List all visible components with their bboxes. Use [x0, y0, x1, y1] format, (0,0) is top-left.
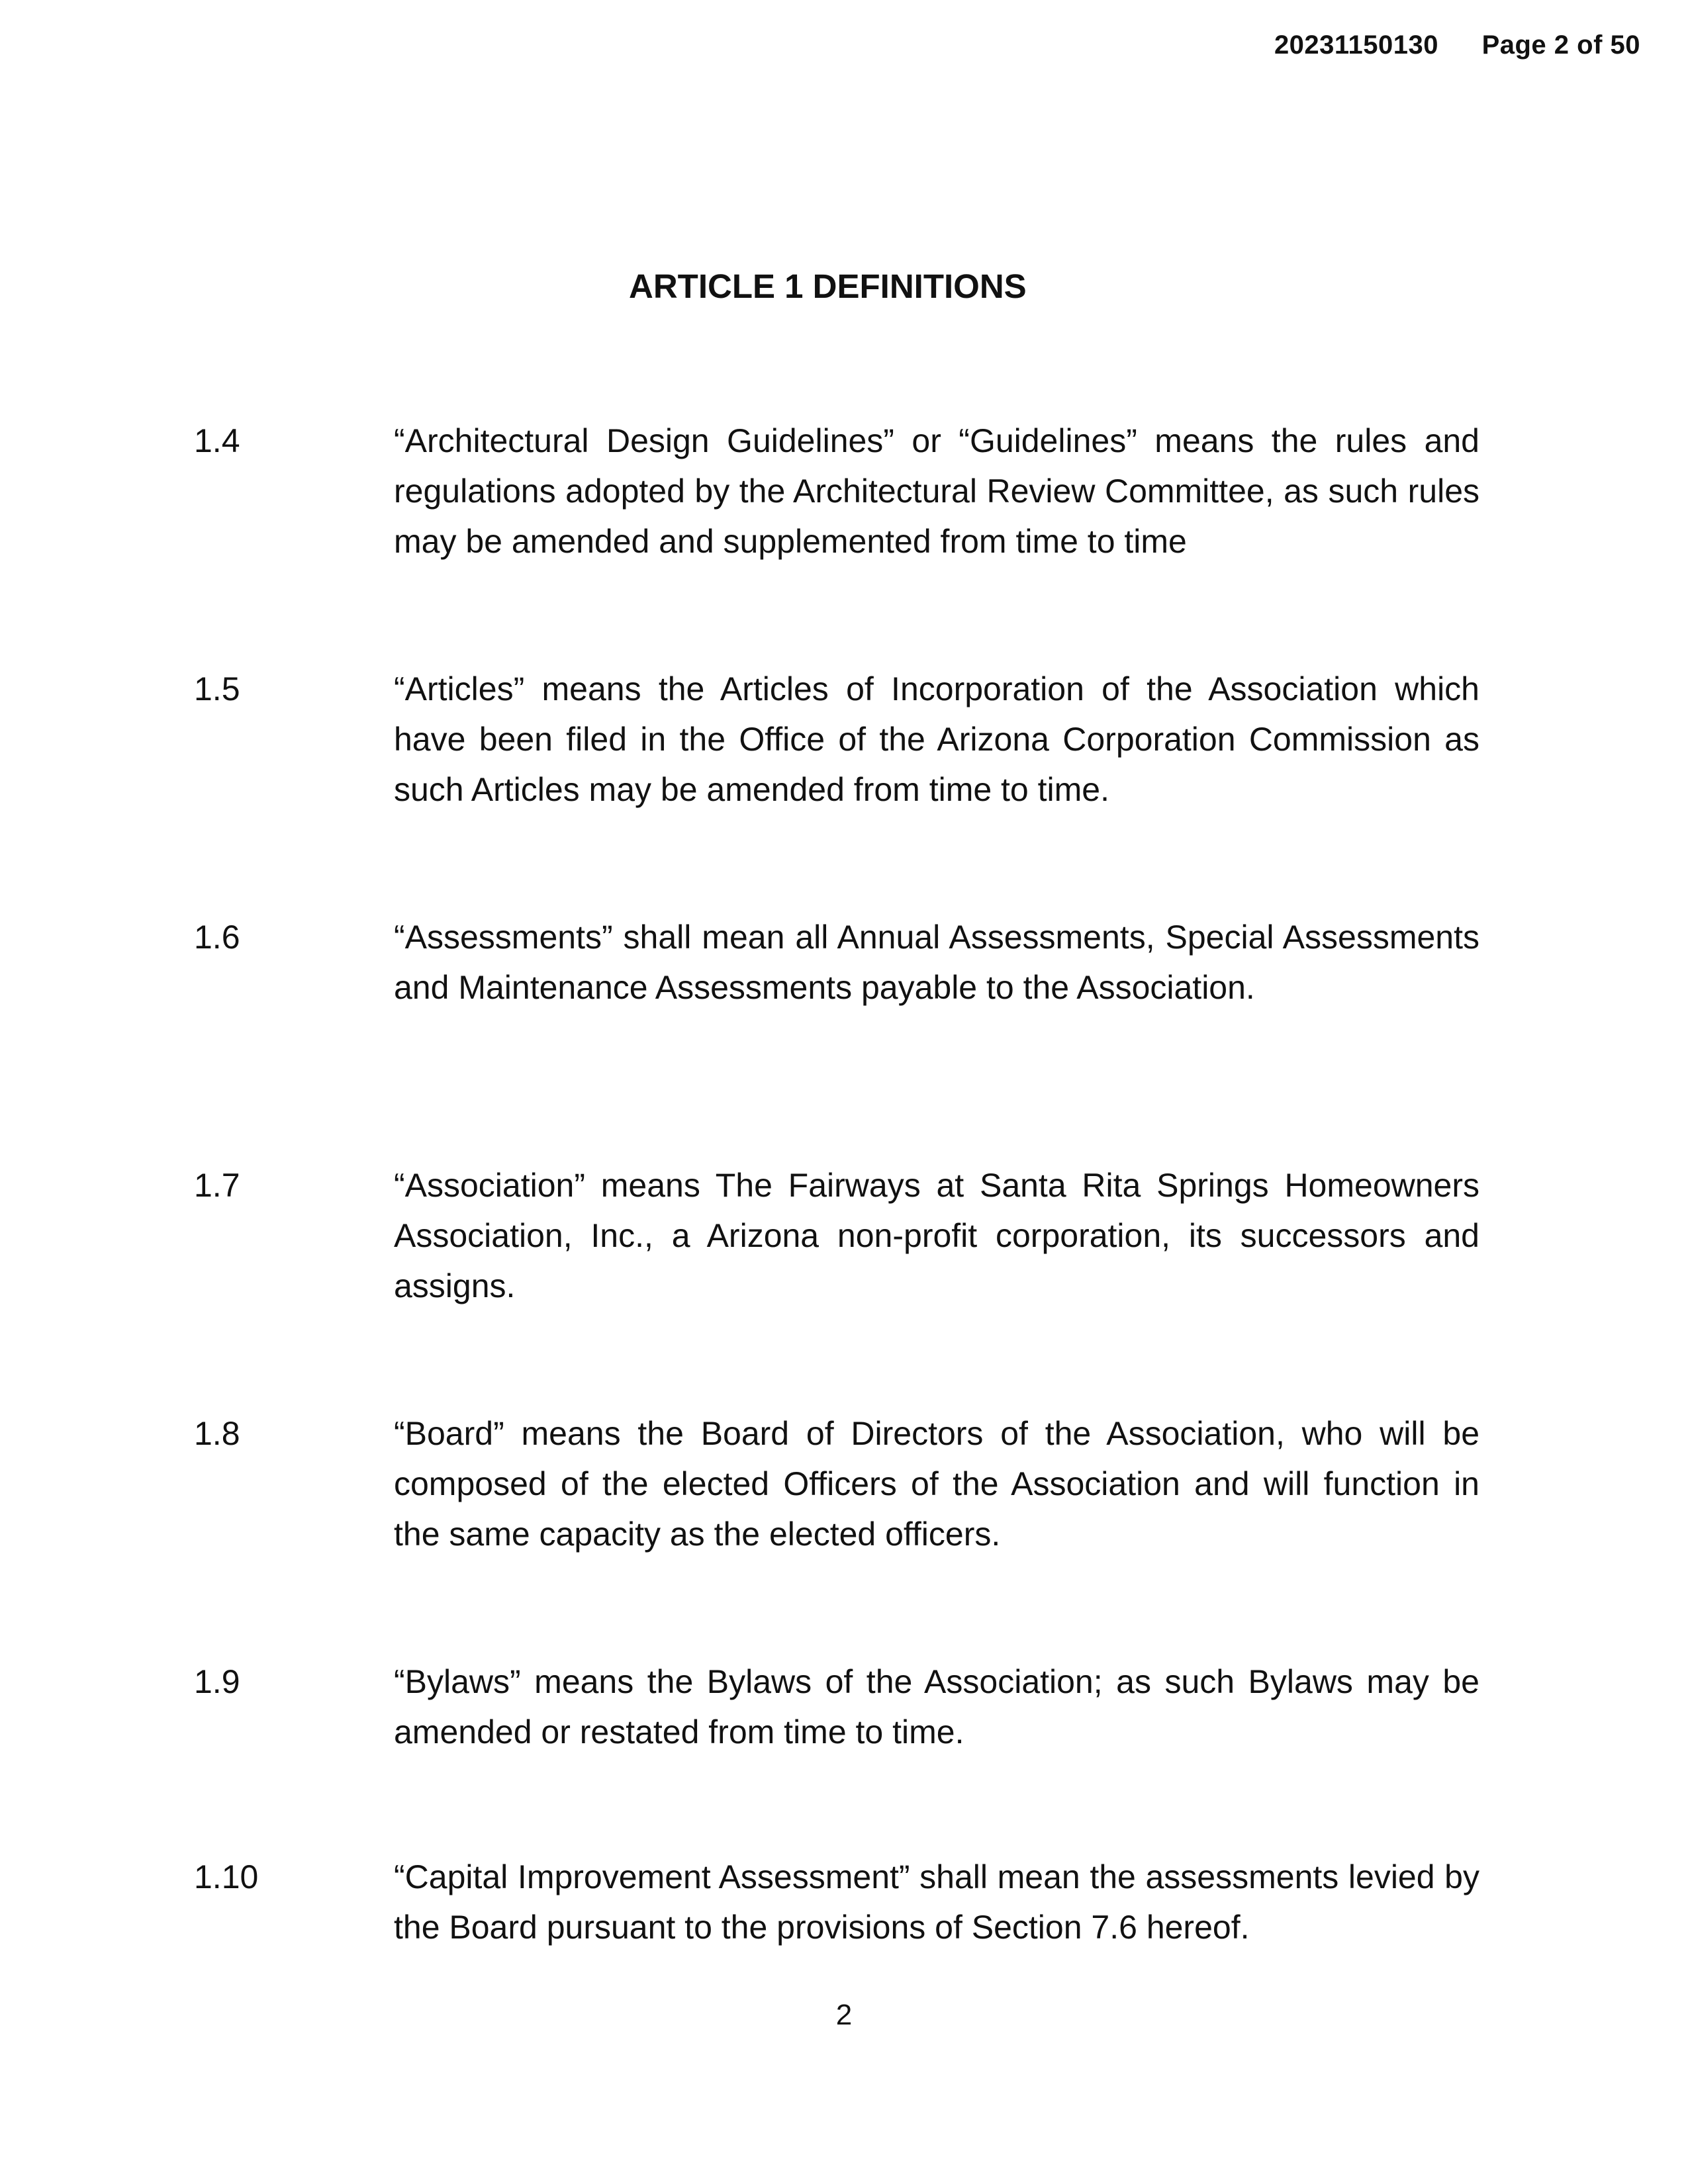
page-count-label: Page 2 of 50 — [1481, 30, 1640, 60]
definition-text: “Architectural Design Guidelines” or “Guidelines” means the rules and regulations adopted by the Architectural Review Committee, as such rules may be amended and supplemented from time to time — [394, 422, 1479, 560]
definition-text: “Articles” means the Articles of Incorporation of the Association which have been filed in the Office of the Arizona Corporation Commission as such Articles may be amended from time to time. — [394, 670, 1479, 808]
page-number: 2 — [835, 1999, 853, 2031]
definition-number: 1.7 — [194, 1167, 240, 1204]
document-number: 20231150130 — [1274, 30, 1438, 60]
recording-stamp — [1274, 30, 1640, 60]
definition-text: “Assessments” shall mean all Annual Assessments, Special Assessments and Maintenance Assessments payable to the Association. — [394, 919, 1479, 1006]
definition-text: “Capital Improvement Assessment” shall mean the assessments levied by the Board pursuant to the provisions of Section 7.6 hereof. — [394, 1858, 1479, 1946]
definition-number: 1.8 — [194, 1415, 240, 1452]
definition-number: 1.6 — [194, 919, 240, 956]
article-title: ARTICLE 1 DEFINITIONS — [629, 267, 1027, 305]
definition-text: “Association” means The Fairways at Santa Rita Springs Homeowners Association, Inc., a Arizona non-profit corporation, its successors and assigns. — [394, 1167, 1479, 1304]
definition-number: 1.9 — [194, 1663, 240, 1700]
definition-number: 1.10 — [194, 1858, 259, 1895]
definition-text: “Board” means the Board of Directors of the Association, who will be composed of the elected Officers of the Association and will function in the same capacity as the elected officers. — [394, 1415, 1479, 1553]
definition-number: 1.4 — [194, 422, 240, 459]
definition-text: “Bylaws” means the Bylaws of the Association; as such Bylaws may be amended or restated from time to time. — [394, 1663, 1479, 1751]
definition-number: 1.5 — [194, 670, 240, 707]
